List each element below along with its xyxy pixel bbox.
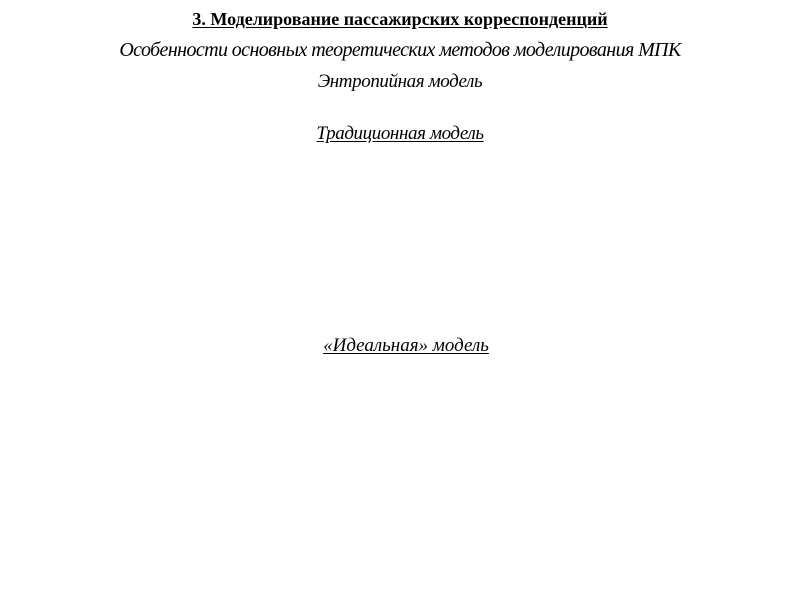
ideal-model-heading: «Идеальная» модель bbox=[323, 335, 489, 356]
traditional-model-heading: Традиционная модель bbox=[316, 123, 484, 144]
entropy-model-label: Энтропийная модель bbox=[317, 71, 483, 92]
section-heading: 3. Моделирование пассажирских корреспонденций bbox=[192, 9, 608, 29]
slide-subtitle: Особенности основных теоретических методов моделирования МПК bbox=[119, 39, 681, 61]
